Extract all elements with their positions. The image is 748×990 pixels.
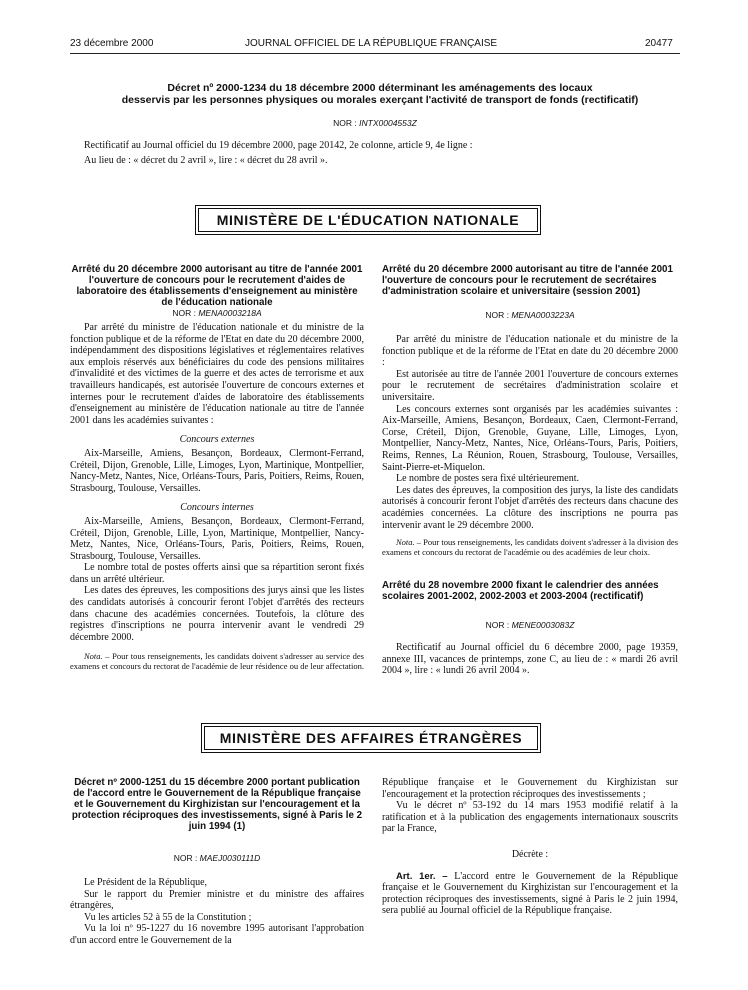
decree1-nor: NOR : INTX0004553Z (333, 118, 417, 128)
arrete3-body: Rectificatif au Journal officiel du 6 décembre 2000, page 19359, annexe III, vacances de printemps, zone C, au lieu de : « mardi 26 avril 2004 », lire : « lundi 26 avril 2004 ». (382, 642, 678, 677)
decree2-nor: NOR : MAEJ0030111D (173, 853, 261, 863)
decree1-title: Décret nº 2000-1234 du 18 décembre 2000 déterminant les aménagements des locaux desservis par les personnes physiques ou morales exerçant l'activité de transport de fonds (rectificatif) (121, 82, 639, 106)
arrete1-body: Par arrêté du ministre de l'éducation nationale et du ministre de la fonction publique et de la réforme de l'Etat en date du 20 décembre 2000, indépendamment des dispositions législatives et réglementaires relatives aux emplois réservés aux bénéficiaires du code des pensions militaires d'invalidité et des victimes de la guerre et des actes de terrorisme et aux travailleurs handicapés, est autorisée l'ouverture de concours externes et internes pour le recrutement d'aides de laboratoire des établissements d'enseignement au ministère de l'éducation nationale au titre de l'année 2001 dans les académies suivantes : Concours externes Aix-Marseille, Amiens, Besançon, Bordeaux, Clermont-Ferrand, Créteil, Dijon, Grenoble, Lille, Limoges, Lyon, Martinique, Montpellier, Nancy-Metz, Nantes, Nice, Orléans-Tours, Paris, Poitiers, Reims, Rouen, Strasbourg, Toulouse, Versailles. Concours internes Aix-Marseille, Amiens, Besançon, Bordeaux, Clermont-Ferrand, Créteil, Dijon, Grenoble, Lille, Lyon, Martinique, Montpellier, Nancy-Metz, Nantes, Nice, Orléans-Tours, Paris, Poitiers, Reims, Rouen, Strasbourg, Toulouse, Versailles. Le nombre total de postes offerts ainsi que sa répartition seront fixés dans un arrêté ultérieur. Les dates des épreuves, les compositions des jurys ainsi que les listes des candidats autorisés à concourir feront l'objet d'arrêtés des recteurs dans chacune des académies concernées. Toutefois, la clôture des registres d'inscriptions ne pourra intervenir avant le vendredi 29 décembre 2000. Nota. – Pour tous renseignements, les candidats doivent s'adresser au service des examens et concours du rectorat de l'académie de leur résidence ou de leur affectation. (70, 322, 365, 672)
decree2-body-left: Le Président de la République, Sur le rapport du Premier ministre et du ministre des affaires étrangères, Vu les articles 52 à 55 de la Constitution ; Vu la loi nº 95-1227 du 16 novembre 1995 autorisant l'approbation d'un accord entre le Gouvernement de la (70, 877, 364, 946)
article-1: Art. 1er. – L'accord entre le Gouvernement de la République française et le Gouvernement du Kirghizistan sur l'encouragement et la protection réciproques des investissements, signé à Paris le 2 juin 1994, sera publié au Journal officiel de la République française. (382, 870, 678, 917)
decree2-body-right: République française et le Gouvernement du Kirghizistan sur l'encouragement et la protection réciproques des investissements ; Vu le décret nº 53-192 du 14 mars 1953 modifié relatif à la ratification et à la publication des engagements internationaux souscrits par la France, Décrète : Art. 1er. – L'accord entre le Gouvernement de la République française et le Gouvernement du Kirghizistan sur l'encouragement et la protection réciproques des investissements, signé à Paris le 2 juin 1994, sera publié au Journal officiel de la République française. (382, 777, 678, 917)
arrete1-nor: NOR : MENA0003218A (172, 308, 262, 318)
decree2-title: Décret nº 2000-1251 du 15 décembre 2000 portant publication de l'accord entre le Gouvernement de la République française et le Gouvernement du Kirghizistan sur l'encouragement et la protection réciproques des investissements, signé à Paris le 2 juin 1994 (1) (71, 777, 363, 832)
arrete2-note: Nota. – Pour tous renseignements, les candidats doivent s'adresser à la division des examens et concours du rectorat de l'académie ou des académies de leur choix. (382, 537, 678, 558)
arrete1-title: Arrêté du 20 décembre 2000 autorisant au titre de l'année 2001 l'ouverture de concours pour le recrutement d'aides de laboratoire des établissements d'enseignement au ministère de l'éducation nationale (71, 264, 363, 308)
journal-title: JOURNAL OFFICIEL DE LA RÉPUBLIQUE FRANÇAISE (245, 38, 498, 49)
ministry-foreign-affairs-heading: MINISTÈRE DES AFFAIRES ÉTRANGÈRES (204, 726, 538, 750)
decrete-heading: Décrète : (511, 848, 549, 860)
ministry-education-heading: MINISTÈRE DE L'ÉDUCATION NATIONALE (198, 208, 538, 232)
page-number: 20477 (645, 38, 673, 49)
header-date: 23 décembre 2000 (70, 38, 154, 49)
arrete2-body: Par arrêté du ministre de l'éducation nationale et du ministre de la fonction publique et de la réforme de l'Etat en date du 20 décembre 2000 : Est autorisée au titre de l'année 2001 l'ouverture de concours externes pour le recrutement de secrétaires d'administration scolaire et universitaire. Les concours externes sont organisés par les académies suivantes : Aix-Marseille, Amiens, Besançon, Bordeaux, Caen, Clermont-Ferrand, Corse, Créteil, Dijon, Grenoble, Guyane, Lille, Limoges, Lyon, Montpellier, Nancy-Metz, Nantes, Nice, Orléans-Tours, Paris, Poitiers, Reims, Rennes, La Réunion, Rouen, Strasbourg, Toulouse, Versailles, Saint-Pierre-et-Miquelon. Le nombre de postes sera fixé ultérieurement. Les dates des épreuves, la composition des jurys, la liste des candidats autorisés à concourir feront l'objet d'arrêtés des recteurs dans chacune des académies concernées. La clôture des inscriptions ne pourra pas intervenir avant le 29 décembre 2000. Nota. – Pour tous renseignements, les candidats doivent s'adresser à la division des examens et concours du rectorat de l'académie ou des académies de leur choix. (382, 334, 678, 558)
arrete3-title: Arrêté du 28 novembre 2000 fixant le calendrier des années scolaires 2001-2002, 2002-2003 et 2003-2004 (rectificatif) (382, 580, 659, 602)
header-rule (70, 53, 680, 54)
arrete1-note: Nota. – Pour tous renseignements, les candidats doivent s'adresser au service des examens et concours du rectorat de l'académie de leur résidence ou de leur affectation. (70, 651, 365, 672)
arrete3-nor: NOR : MENE0003083Z (485, 620, 575, 630)
arrete2-title: Arrêté du 20 décembre 2000 autorisant au titre de l'année 2001 l'ouverture de concours pour le recrutement de secrétaires d'administration scolaire et universitaire (session 2001) (382, 264, 673, 297)
arrete2-nor: NOR : MENA0003223A (485, 310, 575, 320)
decree1-body: Rectificatif au Journal officiel du 19 décembre 2000, page 20142, 2e colonne, article 9, 4e ligne : Au lieu de : « décret du 2 avril », lire : « décret du 28 avril ». (84, 140, 473, 166)
